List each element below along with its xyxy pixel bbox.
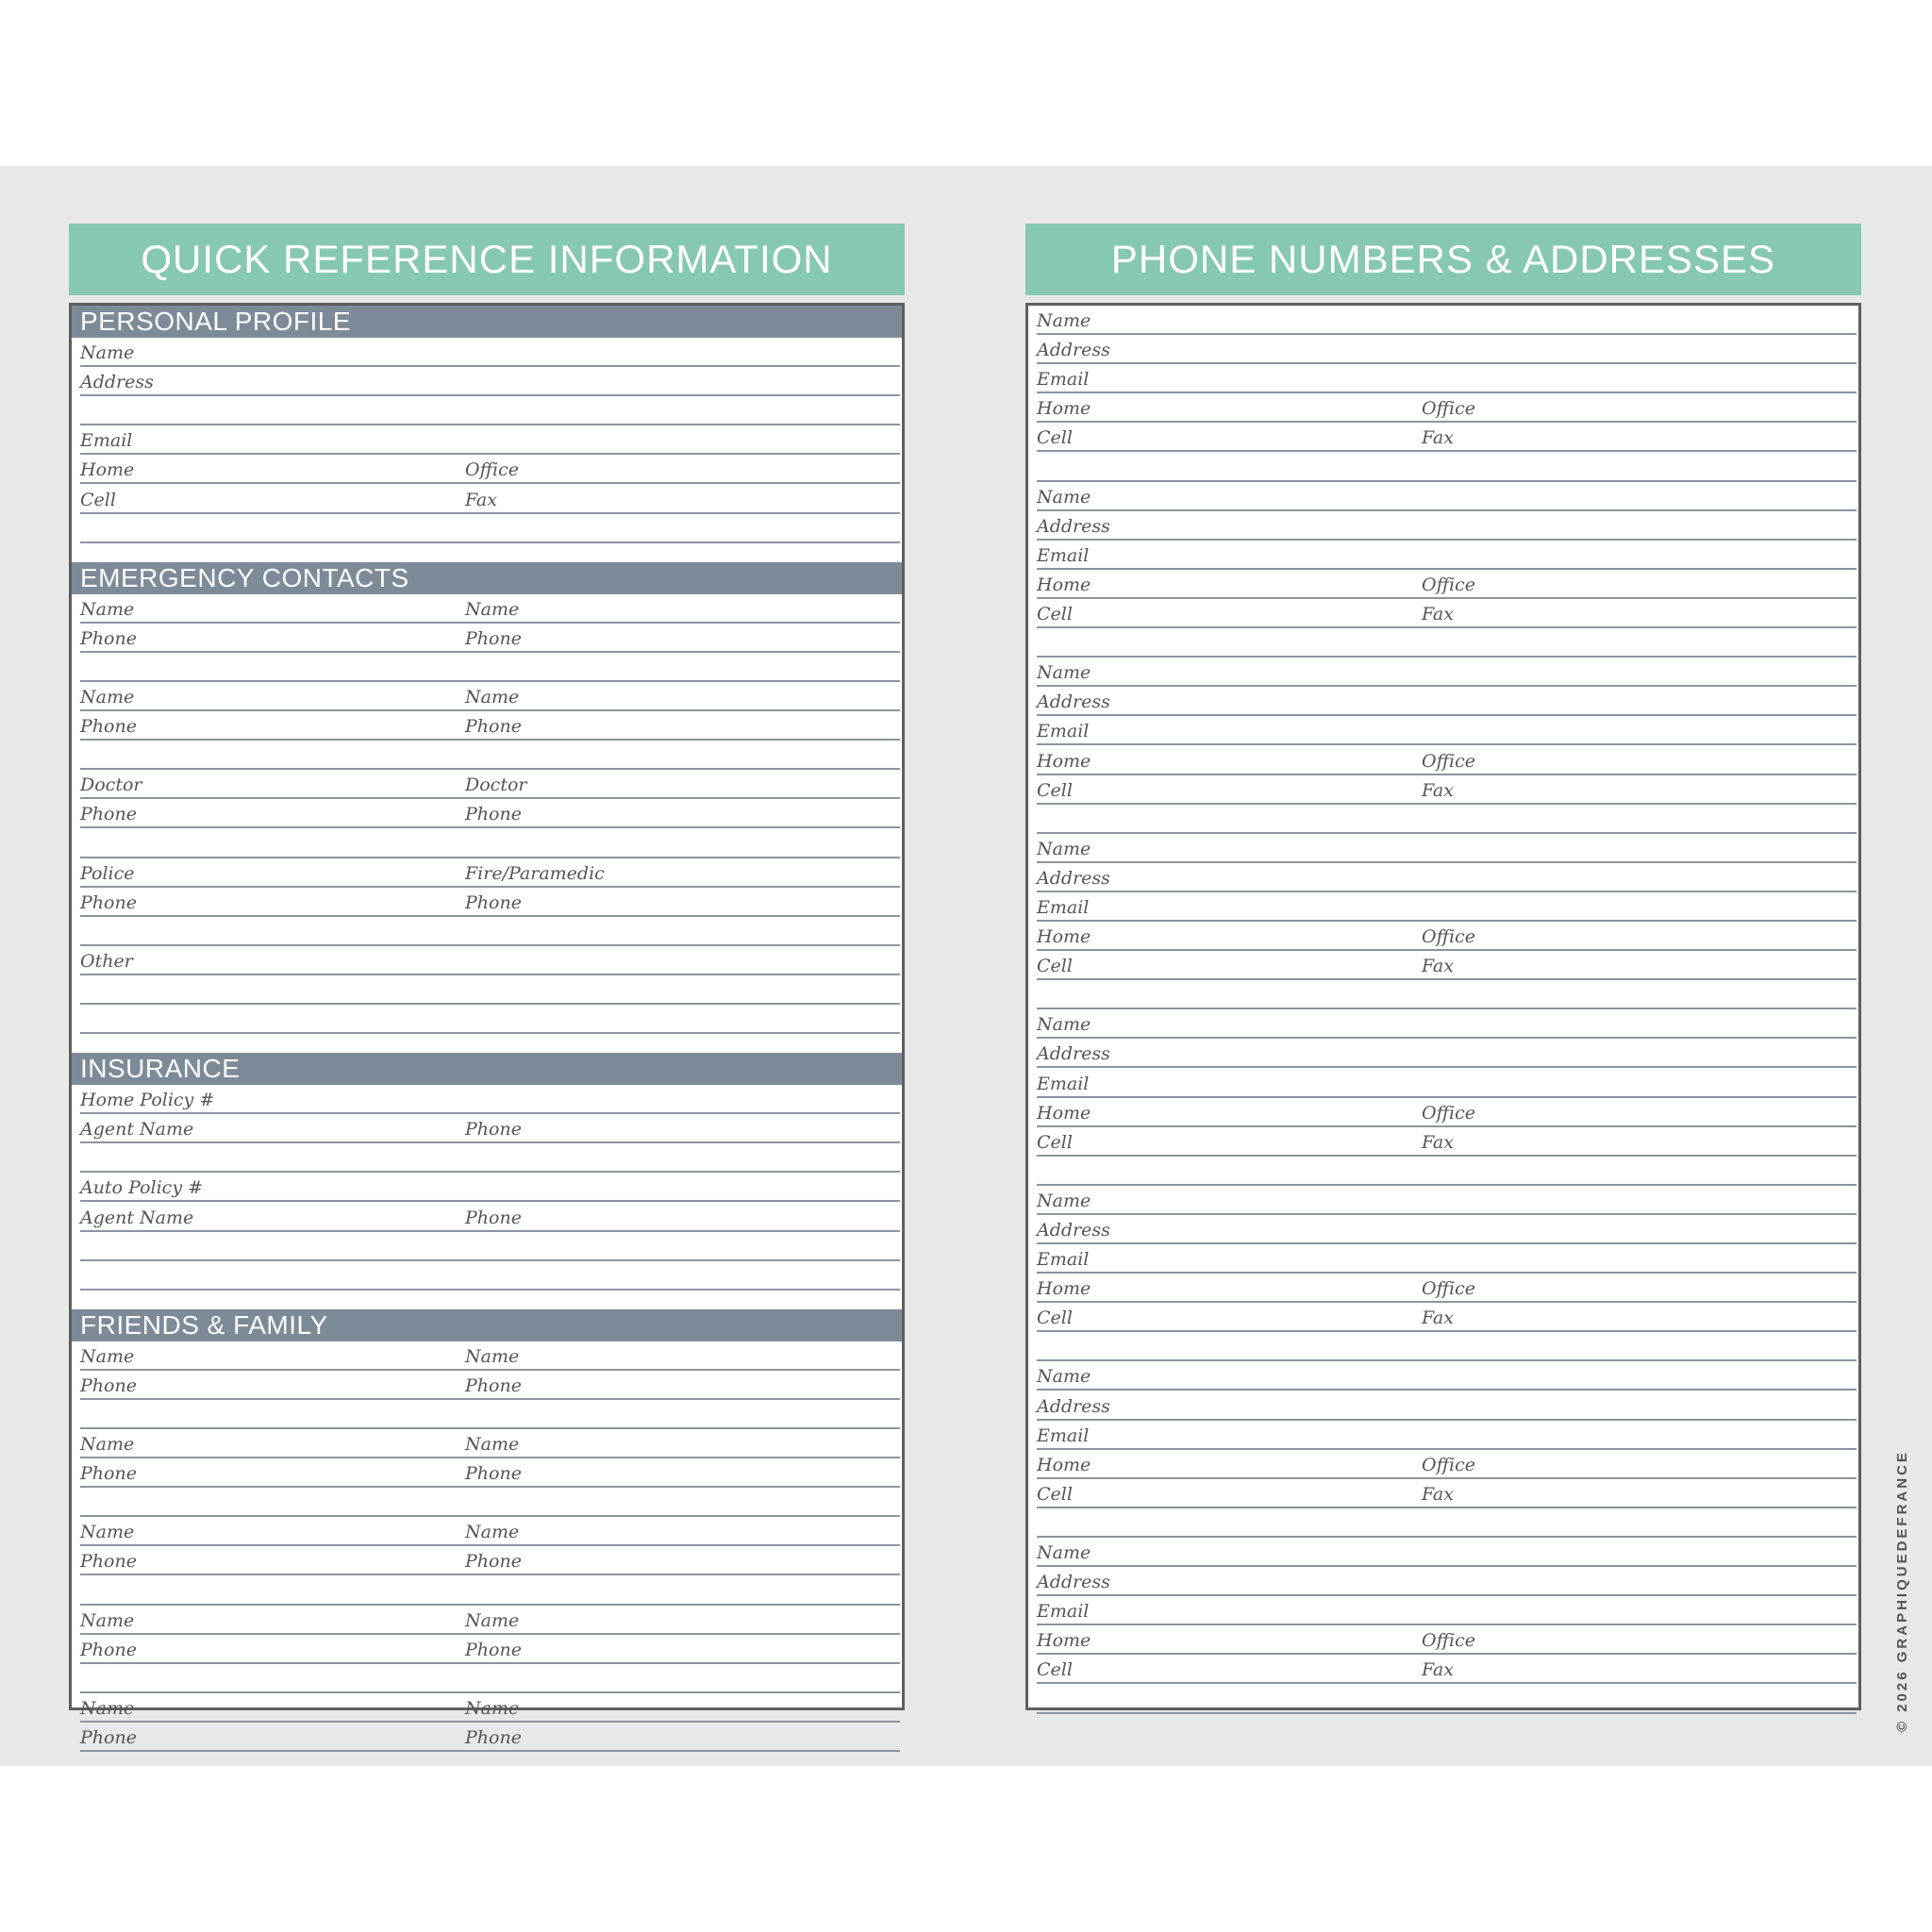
- form-line[interactable]: [80, 711, 900, 741]
- contact-entry-line[interactable]: [1037, 364, 1857, 393]
- field-label: Address: [1037, 340, 1110, 361]
- field-label: Office: [1422, 1278, 1475, 1300]
- field-label: Office: [1422, 1630, 1475, 1652]
- form-line[interactable]: [80, 484, 900, 513]
- form-line[interactable]: [80, 396, 900, 425]
- form-line[interactable]: [80, 1143, 900, 1173]
- field-label: Phone: [465, 1551, 522, 1573]
- field-label: Address: [1037, 691, 1110, 713]
- field-label: Fax: [1422, 956, 1454, 977]
- field-label: Cell: [1037, 779, 1073, 801]
- phone-numbers-panel: [1025, 303, 1861, 1710]
- field-label: Cell: [1037, 956, 1073, 977]
- contact-entry-line[interactable]: [1037, 335, 1857, 364]
- field-label: Email: [1037, 1424, 1090, 1446]
- contact-entry-line[interactable]: [1037, 482, 1857, 511]
- form-line[interactable]: [80, 917, 900, 946]
- field-label: Office: [465, 459, 519, 481]
- section-header: FRIENDS & FAMILY: [72, 1309, 902, 1341]
- contact-entry-line[interactable]: [1037, 716, 1857, 745]
- contact-entry-line[interactable]: [1037, 745, 1857, 774]
- field-label: Office: [1422, 1102, 1475, 1124]
- contact-entry-line[interactable]: [1037, 541, 1857, 570]
- field-label: Doctor: [80, 774, 142, 796]
- contact-entry-line[interactable]: [1037, 628, 1857, 658]
- field-label: Name: [465, 1609, 520, 1631]
- contact-entry-line[interactable]: [1037, 1538, 1857, 1567]
- contact-entry-line[interactable]: [1037, 1127, 1857, 1157]
- field-label: Phone: [465, 804, 522, 825]
- field-label: Phone: [465, 1207, 522, 1228]
- section-header: EMERGENCY CONTACTS: [72, 562, 902, 594]
- contact-entry-line[interactable]: [1037, 1244, 1857, 1274]
- field-label: Name: [465, 1345, 520, 1367]
- field-label: Doctor: [465, 774, 527, 796]
- field-label: Name: [80, 1345, 135, 1367]
- contact-entry-line[interactable]: [1037, 951, 1857, 980]
- form-line[interactable]: [80, 624, 900, 653]
- field-label: Phone: [465, 1374, 522, 1396]
- quick-reference-page: [69, 224, 905, 1749]
- phone-numbers-page: [1025, 224, 1861, 1710]
- field-label: Phone: [80, 1463, 137, 1485]
- form-line[interactable]: [80, 367, 900, 396]
- form-line[interactable]: [80, 338, 900, 367]
- field-label: Cell: [1037, 427, 1073, 449]
- field-label: Home: [80, 459, 135, 481]
- contact-entry-line[interactable]: [1037, 1009, 1857, 1039]
- contact-entry-line[interactable]: [1037, 393, 1857, 423]
- field-label: Phone: [465, 1119, 522, 1141]
- form-line[interactable]: [80, 1429, 900, 1458]
- contact-entry-line[interactable]: [1037, 805, 1857, 834]
- quick-reference-title: QUICK REFERENCE INFORMATION: [69, 224, 905, 295]
- field-label: Phone: [80, 804, 137, 825]
- field-label: Office: [1422, 926, 1475, 948]
- phone-numbers-title: PHONE NUMBERS & ADDRESSES: [1025, 224, 1861, 295]
- field-label: Agent Name: [80, 1119, 194, 1141]
- contact-entry-line[interactable]: [1037, 423, 1857, 452]
- form-line[interactable]: [80, 1173, 900, 1202]
- field-label: Name: [80, 1697, 135, 1719]
- contact-entry-line[interactable]: [1037, 452, 1857, 481]
- field-label: Name: [1037, 662, 1091, 684]
- contact-entry-line[interactable]: [1037, 1186, 1857, 1215]
- contact-entry-line[interactable]: [1037, 1625, 1857, 1655]
- field-label: Name: [465, 598, 520, 620]
- contact-entry-line[interactable]: [1037, 1391, 1857, 1420]
- contact-entry-line[interactable]: [1037, 1361, 1857, 1391]
- copyright-notice: © 2026 GRAPHIQUEDEFRANCE: [1894, 1450, 1910, 1732]
- form-line[interactable]: [80, 1693, 900, 1723]
- field-label: Name: [80, 342, 135, 364]
- field-label: Home: [1037, 574, 1091, 595]
- field-label: Other: [80, 950, 133, 972]
- field-label: Phone: [80, 716, 137, 738]
- field-label: Email: [80, 430, 133, 452]
- form-line[interactable]: [80, 1005, 900, 1034]
- contact-entry-line[interactable]: [1037, 1421, 1857, 1450]
- contact-entry-line[interactable]: [1037, 922, 1857, 951]
- form-line[interactable]: [80, 1458, 900, 1488]
- contact-entry-line[interactable]: [1037, 834, 1857, 863]
- field-label: Home: [1037, 1102, 1091, 1124]
- contact-entry-line[interactable]: [1037, 1567, 1857, 1596]
- field-label: Fax: [1422, 1307, 1454, 1329]
- field-label: Name: [465, 687, 520, 708]
- contact-entry-line[interactable]: [1037, 892, 1857, 922]
- field-label: Home: [1037, 926, 1091, 948]
- field-label: Address: [1037, 1395, 1110, 1417]
- contact-entry-line[interactable]: [1037, 306, 1857, 335]
- field-label: Police: [80, 862, 135, 884]
- field-label: Address: [1037, 515, 1110, 537]
- form-line[interactable]: [80, 799, 900, 828]
- field-label: Email: [1037, 721, 1090, 742]
- contact-entry-line[interactable]: [1037, 775, 1857, 805]
- field-label: Email: [1037, 369, 1090, 391]
- form-line[interactable]: [80, 770, 900, 799]
- field-label: Fax: [1422, 1659, 1454, 1681]
- contact-entry-line[interactable]: [1037, 1215, 1857, 1244]
- field-label: Phone: [80, 627, 137, 649]
- field-label: Fax: [1422, 1131, 1454, 1153]
- field-label: Cell: [80, 489, 116, 510]
- field-label: Phone: [80, 1551, 137, 1573]
- field-label: Phone: [465, 716, 522, 738]
- field-label: Address: [1037, 1572, 1110, 1593]
- contact-entry-line[interactable]: [1037, 1450, 1857, 1479]
- section-gap: [72, 1291, 902, 1309]
- form-line[interactable]: [80, 682, 900, 711]
- field-label: Name: [80, 1609, 135, 1631]
- form-line[interactable]: [80, 1400, 900, 1429]
- field-label: Phone: [465, 1727, 522, 1749]
- contact-entry-line[interactable]: [1037, 511, 1857, 541]
- form-line[interactable]: [80, 858, 900, 888]
- field-label: Phone: [465, 891, 522, 913]
- field-label: Address: [80, 372, 154, 393]
- contact-entry-line[interactable]: [1037, 1157, 1857, 1186]
- contact-entry-line[interactable]: [1037, 1596, 1857, 1625]
- contact-entry-line[interactable]: [1037, 863, 1857, 892]
- field-label: Auto Policy #: [80, 1177, 204, 1199]
- field-label: Home Policy #: [80, 1090, 215, 1111]
- field-label: Fax: [1422, 1483, 1454, 1505]
- field-label: Phone: [465, 1463, 522, 1485]
- form-line[interactable]: [80, 1664, 900, 1693]
- form-line[interactable]: [80, 1202, 900, 1231]
- form-line[interactable]: [80, 828, 900, 858]
- field-label: Phone: [80, 1639, 137, 1660]
- field-label: Cell: [1037, 1307, 1073, 1329]
- field-label: Cell: [1037, 1131, 1073, 1153]
- field-label: Name: [80, 1522, 135, 1543]
- contact-entry-line[interactable]: [1037, 1684, 1857, 1713]
- field-label: Address: [1037, 1043, 1110, 1065]
- field-label: Email: [1037, 1249, 1090, 1271]
- field-label: Email: [1037, 1601, 1090, 1623]
- form-line[interactable]: [80, 1635, 900, 1664]
- form-line[interactable]: [80, 1261, 900, 1291]
- field-label: Email: [1037, 1073, 1090, 1094]
- contact-entry-line[interactable]: [1037, 980, 1857, 1009]
- form-line[interactable]: [80, 888, 900, 917]
- field-label: Home: [1037, 750, 1091, 772]
- contact-entry-line[interactable]: [1037, 1479, 1857, 1508]
- form-line[interactable]: [80, 1114, 900, 1143]
- section-gap: [72, 1034, 902, 1053]
- field-label: Name: [1037, 1014, 1091, 1036]
- form-line[interactable]: [80, 1232, 900, 1261]
- field-label: Office: [1422, 574, 1475, 595]
- contact-entry-line[interactable]: [1037, 1068, 1857, 1097]
- contact-entry-line[interactable]: [1037, 599, 1857, 628]
- form-line[interactable]: [80, 1371, 900, 1400]
- contact-entry-line[interactable]: [1037, 687, 1857, 716]
- field-label: Name: [1037, 1190, 1091, 1211]
- field-label: Phone: [465, 627, 522, 649]
- form-line[interactable]: [80, 425, 900, 455]
- field-label: Agent Name: [80, 1207, 194, 1228]
- contact-entry-line[interactable]: [1037, 1303, 1857, 1332]
- contact-entry-line[interactable]: [1037, 1332, 1857, 1361]
- form-line[interactable]: [80, 514, 900, 543]
- field-label: Fire/Paramedic: [465, 862, 605, 884]
- form-line[interactable]: [80, 455, 900, 484]
- field-label: Email: [1037, 896, 1090, 918]
- field-label: Name: [465, 1697, 520, 1719]
- field-label: Office: [1422, 398, 1475, 420]
- field-label: Phone: [80, 891, 137, 913]
- field-label: Name: [1037, 1366, 1091, 1388]
- form-line[interactable]: [80, 741, 900, 770]
- contact-entry-line[interactable]: [1037, 1655, 1857, 1684]
- field-label: Phone: [465, 1639, 522, 1660]
- field-label: Address: [1037, 1220, 1110, 1241]
- form-line[interactable]: [80, 946, 900, 975]
- form-line[interactable]: [80, 975, 900, 1005]
- field-label: Name: [80, 1434, 135, 1456]
- section-header: INSURANCE: [72, 1053, 902, 1085]
- field-label: Name: [465, 1434, 520, 1456]
- field-label: Phone: [80, 1727, 137, 1749]
- form-line[interactable]: [80, 1488, 900, 1517]
- quick-reference-panel: [69, 303, 905, 1749]
- field-label: Name: [1037, 310, 1091, 332]
- field-label: Home: [1037, 1278, 1091, 1300]
- field-label: Fax: [465, 489, 497, 510]
- contact-entry-line[interactable]: [1037, 1508, 1857, 1538]
- form-line[interactable]: [80, 1606, 900, 1635]
- section-header: PERSONAL PROFILE: [72, 306, 902, 338]
- field-label: Name: [1037, 838, 1091, 859]
- field-label: Name: [80, 687, 135, 708]
- form-line[interactable]: [80, 594, 900, 624]
- field-label: Office: [1422, 1454, 1475, 1475]
- form-line[interactable]: [80, 1546, 900, 1575]
- field-label: Home: [1037, 1454, 1091, 1475]
- contact-entry-line[interactable]: [1037, 1039, 1857, 1068]
- form-line[interactable]: [80, 1517, 900, 1546]
- field-label: Home: [1037, 398, 1091, 420]
- section-gap: [72, 543, 902, 562]
- field-label: Name: [80, 598, 135, 620]
- field-label: Cell: [1037, 1483, 1073, 1505]
- form-line[interactable]: [80, 1723, 900, 1752]
- field-label: Office: [1422, 750, 1475, 772]
- field-label: Fax: [1422, 427, 1454, 449]
- form-line[interactable]: [80, 1341, 900, 1371]
- contact-entry-line[interactable]: [1037, 570, 1857, 599]
- field-label: Cell: [1037, 1659, 1073, 1681]
- field-label: Phone: [80, 1374, 137, 1396]
- form-line[interactable]: [80, 1575, 900, 1605]
- contact-entry-line[interactable]: [1037, 1274, 1857, 1303]
- field-label: Fax: [1422, 779, 1454, 801]
- contact-entry-line[interactable]: [1037, 658, 1857, 687]
- field-label: Home: [1037, 1630, 1091, 1652]
- field-label: Name: [1037, 486, 1091, 508]
- form-line[interactable]: [80, 653, 900, 682]
- contact-entry-line[interactable]: [1037, 1098, 1857, 1127]
- field-label: Name: [465, 1522, 520, 1543]
- field-label: Address: [1037, 867, 1110, 889]
- field-label: Fax: [1422, 604, 1454, 625]
- form-line[interactable]: [80, 1085, 900, 1114]
- field-label: Cell: [1037, 604, 1073, 625]
- field-label: Name: [1037, 1542, 1091, 1564]
- field-label: Email: [1037, 544, 1090, 566]
